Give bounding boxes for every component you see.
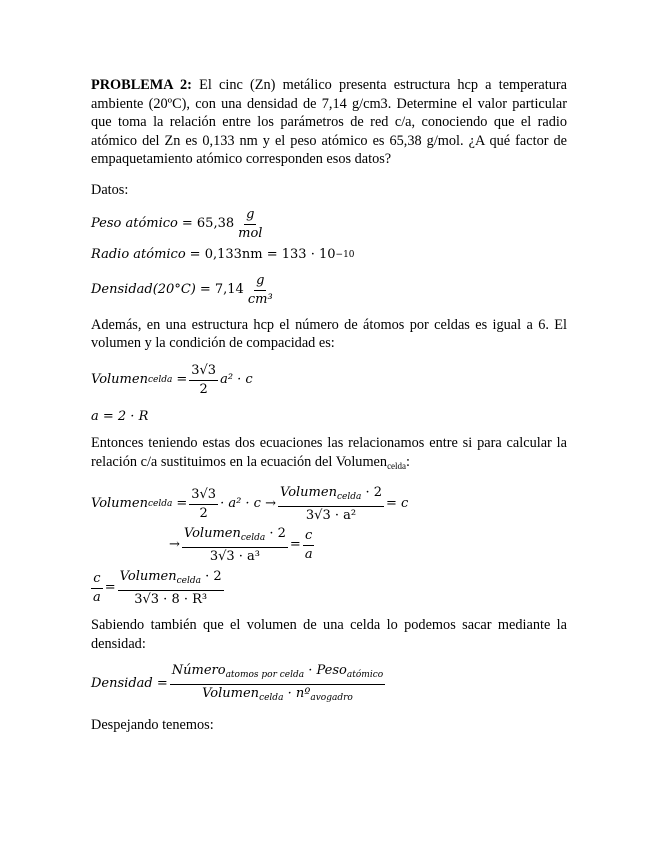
datos-label: Datos:	[91, 181, 129, 198]
radio-lhs: Radio atómico	[91, 247, 186, 262]
densidad-value: = 7,14	[199, 281, 244, 297]
equation-volumen-celda	[91, 363, 567, 398]
dens-den-b-sub: avogadro	[310, 693, 353, 703]
dens-num-b-sub: atómico	[346, 670, 384, 680]
entonces-text: Entonces teniendo estas dos ecuaciones las relacionamos entre si para calcular la relación c/a sustituimos en la ecuación del Volumen	[91, 435, 567, 470]
volumen-sub: celda	[147, 374, 173, 385]
sust2-num-sub: celda	[240, 533, 266, 543]
radio-exponent: −10	[335, 250, 355, 260]
sust2-c: c	[303, 528, 314, 546]
peso-value: = 65,38	[181, 216, 235, 232]
problem-text: El cinc (Zn) metálico presenta estructura hcp a temperatura ambiente (20ºC), con una densidad de 7,14 g/cm3. Determine el valor particular que toma la relación entre los parámetros de red c/a, conociendo que el radio atómico del Zn es 0,133 nm y el peso atómico es 65,38 g/mol. ¿A qué factor de empaquetamiento atómico corresponden esos datos?	[91, 77, 567, 167]
volumen-lhs: Volumen	[91, 371, 148, 387]
problem-heading: PROBLEMA 2:	[91, 77, 192, 93]
sust2-eq: =	[289, 537, 301, 553]
dens-lhs: Densidad =	[91, 676, 168, 692]
sust2-den: 3√3 · a³	[209, 549, 260, 564]
sust1-num2: Volumen	[280, 485, 337, 500]
dens-den-mid: · nº	[283, 686, 311, 701]
peso-unit-num: g	[244, 207, 256, 225]
ca-num-rest: · 2	[201, 569, 222, 584]
equation-densidad-formula	[91, 663, 567, 706]
equation-sustitucion-1: Volumen celda = $\frac{3√3}{2}$ · a² · c → $\frac{Volumen_{celda} \cdot 2}{\text{3√3 · a²}}$ = c	[91, 485, 409, 523]
ca-num: Volumen	[119, 569, 177, 584]
sust1-num1: 3√3	[189, 487, 218, 505]
ca-den: 3√3 · 8 · R³	[134, 592, 208, 607]
text-entonces	[91, 434, 567, 475]
dens-den-a: Volumen	[202, 686, 260, 701]
ca-c: c	[91, 571, 102, 589]
document-page	[91, 76, 567, 735]
sust2-ca-fraction	[303, 528, 315, 563]
radio-value: = 0,133nm = 133 · 10	[189, 247, 336, 262]
sust1-den1: 2	[199, 506, 208, 521]
equation-c-over-a	[91, 569, 567, 608]
sust2-arrow: →	[169, 537, 180, 553]
densidad-lhs: Densidad(20°C)	[91, 281, 196, 297]
sust1-fraction-2	[278, 485, 384, 524]
peso-unit-den: mol	[238, 226, 263, 241]
sust1-mid: · a² · c →	[220, 496, 276, 512]
sust2-num-rest: · 2	[265, 526, 286, 541]
sust1-fraction-1	[189, 487, 218, 522]
sust1-lhs: Volumen	[91, 496, 148, 512]
dens-num-a-sub: atomos por celda	[225, 670, 305, 680]
dens-num-a: Número	[171, 663, 226, 678]
ca-eq: =	[104, 580, 116, 596]
a-equation: a = 2 · R	[91, 408, 149, 424]
dens-fraction	[170, 663, 385, 706]
peso-lhs: Peso atómico	[91, 216, 178, 232]
sust1-end: = c	[386, 496, 409, 512]
sust2-fraction	[182, 526, 288, 565]
volumen-eq: =	[176, 371, 188, 387]
sust2-num: Volumen	[183, 526, 241, 541]
dens-num-mid: · Peso	[304, 663, 347, 678]
volumen-num: 3√3	[189, 363, 218, 381]
ca-rhs-fraction	[118, 569, 224, 608]
sust2-a: a	[304, 547, 313, 562]
ca-num-sub: celda	[176, 576, 201, 586]
densidad-unit-den: cm³	[247, 291, 273, 307]
sust1-sub: celda	[147, 499, 173, 510]
equation-a-2r	[91, 408, 567, 427]
dens-den-a-sub: celda	[259, 693, 284, 703]
equation-densidad	[91, 273, 567, 308]
entonces-sub: celda	[387, 460, 407, 471]
equation-radio-atomico	[91, 246, 567, 265]
ca-a: a	[93, 590, 101, 605]
text-sabiendo: Sabiendo también que el volumen de una celda lo podemos sacar mediante la densidad:	[91, 617, 567, 652]
sust1-num2-sub: celda	[336, 492, 362, 502]
entonces-end: :	[406, 453, 411, 470]
sust1-den2: 3√3 · a²	[305, 508, 357, 523]
equation-sustitucion-2	[91, 526, 567, 565]
volumen-den: 2	[199, 381, 208, 397]
ca-fraction	[91, 571, 103, 606]
text-despejando: Despejando tenemos:	[91, 717, 214, 733]
equation-peso-atomico	[91, 207, 567, 242]
volumen-fraction	[189, 363, 218, 398]
text-ademas: Además, en una estructura hcp el número de átomos por celdas es igual a 6. El volumen y la condición de compacidad es:	[91, 316, 567, 351]
problem-statement	[91, 76, 567, 169]
densidad-unit-num: g	[254, 273, 266, 291]
peso-unit-fraction	[236, 207, 264, 242]
densidad-unit-fraction	[246, 273, 275, 308]
volumen-rest: a² · c	[220, 371, 253, 387]
sust1-num2-rest: · 2	[361, 485, 382, 500]
